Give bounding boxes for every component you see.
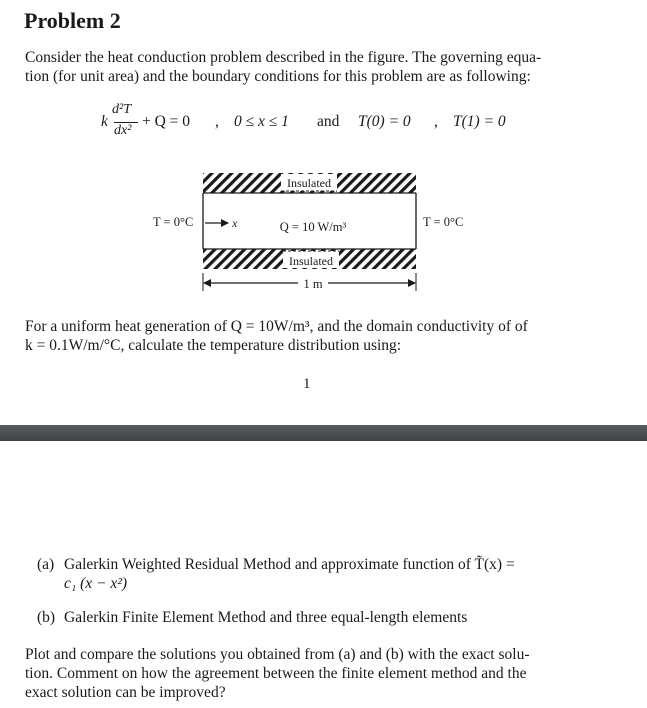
given-data-paragraph	[25, 317, 622, 355]
bottom-insulated-label: Insulated	[289, 254, 333, 268]
eq-rest: + Q = 0	[142, 113, 191, 130]
eq-comma-2: ,	[434, 113, 438, 130]
page-two	[0, 441, 647, 708]
intro-line-2: tion (for unit area) and the boundary conditions for this problem are as following:	[25, 68, 531, 85]
eq-k: k	[101, 113, 108, 130]
task-b-text: Galerkin Finite Element Method and three equal-length elements	[64, 609, 468, 626]
intro-line-1: Consider the heat conduction problem described in the figure. The governing equa-	[25, 49, 542, 66]
final-instructions	[25, 645, 622, 702]
given-line-1: For a uniform heat generation of Q = 10W/m³, and the domain conductivity of of	[25, 318, 528, 335]
problem-title: Problem 2	[24, 8, 121, 33]
task-b-label: (b)	[37, 609, 56, 626]
final-line-3: exact solution can be improved?	[25, 684, 226, 701]
eq-bc-left: T(0) = 0	[358, 113, 411, 130]
task-a-line-1: Galerkin Weighted Residual Method and approximate function of T̃(x) =	[64, 556, 515, 573]
length-dimension-label: 1 m	[303, 277, 323, 291]
page-number: 1	[303, 376, 311, 392]
eq-comma-1: ,	[215, 113, 219, 130]
task-a-label: (a)	[37, 556, 55, 573]
eq-denominator: dx²	[114, 123, 132, 138]
eq-numerator: d²T	[112, 102, 131, 117]
task-b	[37, 608, 599, 627]
right-boundary-temp: T = 0°C	[423, 215, 464, 229]
final-line-1: Plot and compare the solutions you obtained from (a) and (b) with the exact solu-	[25, 646, 530, 663]
page-separator	[0, 425, 647, 441]
top-insulated-label: Insulated	[287, 176, 331, 190]
eq-bc-right: T(1) = 0	[453, 113, 506, 130]
intro-paragraph	[25, 48, 622, 86]
governing-equation	[97, 102, 557, 142]
task-a	[37, 555, 599, 593]
final-line-2: tion. Comment on how the agreement between the finite element method and the	[25, 665, 527, 682]
eq-and: and	[317, 113, 340, 130]
left-boundary-temp: T = 0°C	[153, 215, 194, 229]
task-a-line-2: c₁ (x − x²)	[64, 575, 128, 592]
given-line-2: k = 0.1W/m/°C, calculate the temperature distribution using:	[25, 337, 402, 354]
heat-generation-label: Q = 10 W/m³	[279, 220, 347, 234]
eq-domain: 0 ≤ x ≤ 1	[234, 113, 289, 130]
x-axis-label: x	[232, 216, 238, 230]
heat-conduction-figure	[0, 165, 647, 295]
